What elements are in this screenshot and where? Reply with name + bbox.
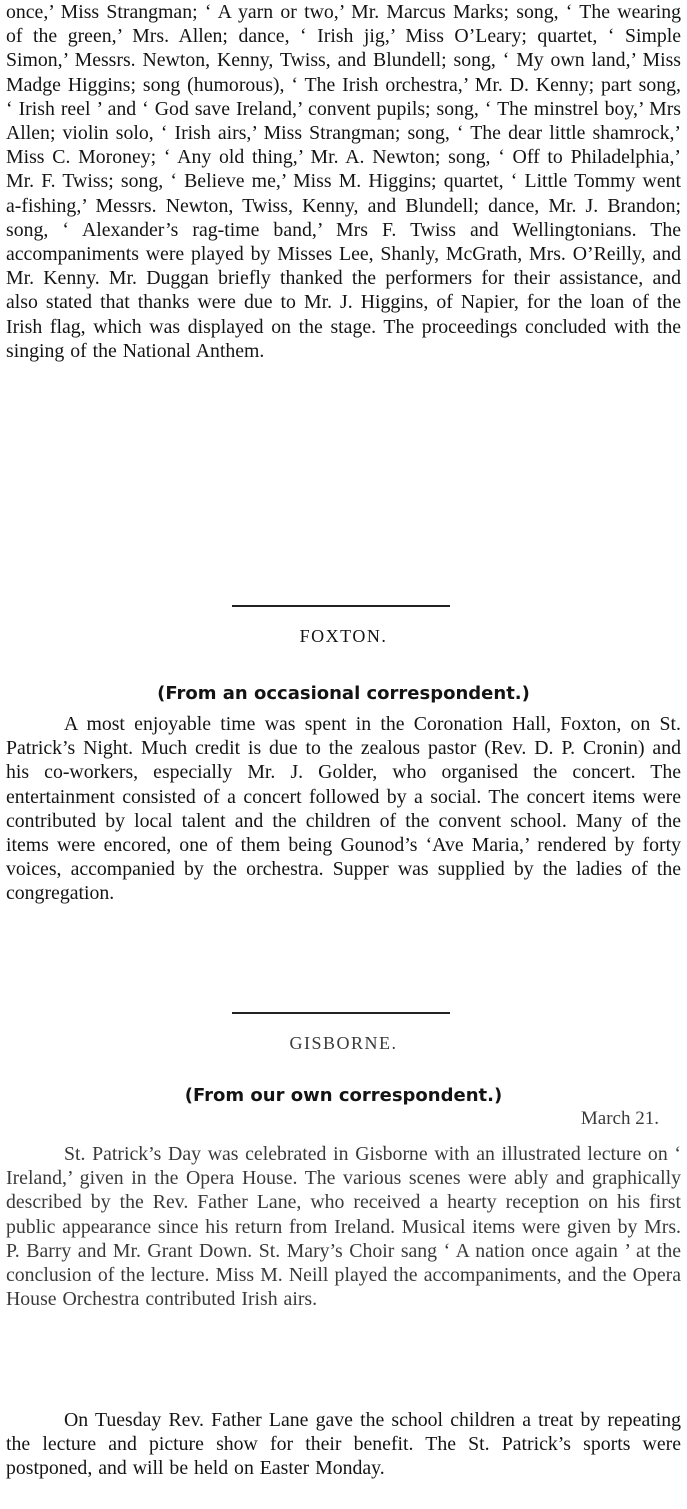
gisborne-heading: GISBORNE. bbox=[289, 1033, 398, 1053]
gisborne-dateline: March 21. bbox=[580, 1108, 659, 1129]
foxton-heading: FOXTON. bbox=[299, 626, 388, 646]
continuation-paragraph: once,’ Miss Strangman; ‘ A yarn or two,’ Mr. Marcus Marks; song, ‘ The wearing of the green,’ Mrs. Allen; dance, ‘ Irish jig,’ Miss O’Leary; quartet, ‘ Simple Simon,’ Messrs. Newton, Kenny, Twiss, and Blundell; song, ‘ My own land,’ Miss Madge Higgins; song (humorous), ‘ The Irish orchestra,’ Mr. D. Kenny; part song, ‘ Irish reel ’ and ‘ God save Ireland,’ convent pupils; song, ‘ The minstrel boy,’ Mrs Allen; violin solo, ‘ Irish airs,’ Miss Strangman; song, ‘ The dear little shamrock,’ Miss C. Moroney; ‘ Any old thing,’ Mr. A. Newton; song, ‘ Off to Philadelphia,’ Mr. F. Twiss; song, ‘ Believe me,’ Miss M. Higgins; quartet, ‘ Little Tommy went a-fishing,’ Messrs. Newton, Twiss, Kenny, and Blundell; dance, Mr. J. Brandon; song, ‘ Alexander’s rag-time band,’ Mrs F. Twiss and Wellingtonians. The accompaniments were played by Misses Lee, Shanly, McGrath, Mrs. O’Reilly, and Mr. Kenny. Mr. Duggan briefly thanked the performers for their assistance, and also stated that thanks were due to Mr. J. Higgins, of Napier, for the loan of the Irish flag, which was displayed on the stage. The proceedings concluded with the singing of the National Anthem. bbox=[6, 1, 681, 362]
foxton-body-paragraph: A most enjoyable time was spent in the Coronation Hall, Foxton, on St. Patrick’s Night. Much credit is due to the zealous pastor (Rev. D. P. Cronin) and his co-workers, especially Mr. J. Golder, who organised the concert. The entertainment consisted of a concert followed by a social. The concert items were contributed by local talent and the children of the convent school. Many of the items were encored, one of them being Gounod’s ‘Ave Maria,’ rendered by forty voices, accompanied by the orchestra. Supper was supplied by the ladies of the congregation. bbox=[6, 713, 681, 905]
gisborne-body-paragraph: St. Patrick’s Day was celebrated in Gisborne with an illustrated lecture on ‘ Ireland,’ given in the Opera House. The various scenes were ably and graphically described by the Rev. Father Lane, who received a hearty reception on his first public appearance since his return from Ireland. Musical items were given by Mrs. P. Barry and Mr. Grant Down. St. Mary’s Choir sang ‘ A nation once again ’ at the conclusion of the lecture. Miss M. Neill played the accompaniments, and the Opera House Orchestra contributed Irish airs. bbox=[6, 1143, 681, 1311]
section-divider-rule bbox=[232, 605, 450, 607]
gisborne-second-paragraph: On Tuesday Rev. Father Lane gave the school children a treat by repeating the lecture and picture show for their benefit. The St. Patrick’s sports were postponed, and will be held on Easter Monday. bbox=[6, 1409, 681, 1480]
foxton-subheading: (From an occasional correspondent.) bbox=[157, 683, 530, 704]
section-divider-rule bbox=[232, 1012, 450, 1014]
gisborne-subheading: (From our own correspondent.) bbox=[184, 1085, 503, 1106]
